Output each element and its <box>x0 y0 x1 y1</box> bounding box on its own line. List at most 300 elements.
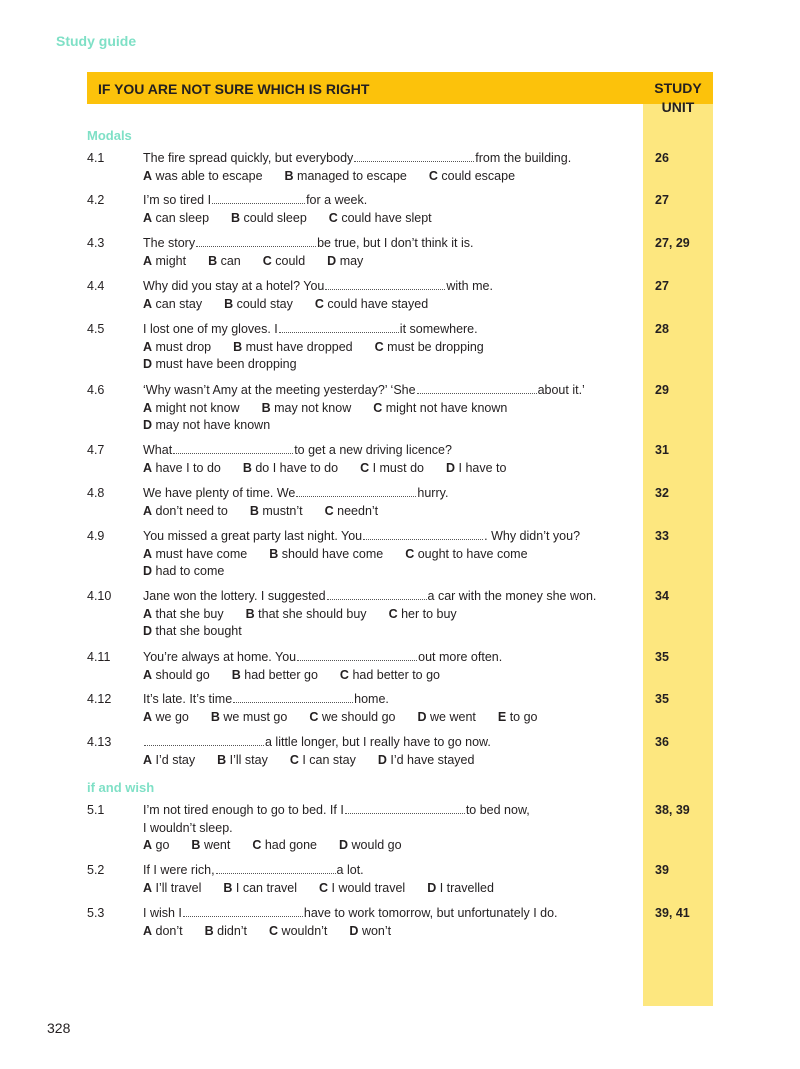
option-letter: C <box>373 400 383 415</box>
option-letter: B <box>231 210 241 225</box>
answer-option <box>233 340 353 354</box>
answer-blank <box>325 278 445 290</box>
answer-option <box>339 838 402 852</box>
answer-option <box>327 254 363 268</box>
options-row <box>143 253 633 271</box>
answer-blank <box>233 691 353 703</box>
option-text: can <box>220 253 241 268</box>
answer-option <box>246 607 367 621</box>
answer-option <box>360 461 424 475</box>
answer-option <box>143 254 186 268</box>
options-row <box>143 503 633 521</box>
header-title: IF YOU ARE NOT SURE WHICH IS RIGHT <box>98 81 370 97</box>
question-text <box>143 278 633 296</box>
page-number: 328 <box>47 1020 71 1036</box>
option-text: must have come <box>155 546 248 561</box>
option-letter: A <box>143 460 153 475</box>
study-guide-label: Study guide <box>56 33 137 49</box>
study-unit-ref: 27 <box>655 193 669 207</box>
option-text: to go <box>509 709 538 724</box>
question-body <box>143 278 633 313</box>
answer-option <box>290 753 356 767</box>
question-text-continued: I wouldn’t sleep. <box>143 820 233 835</box>
option-letter: B <box>217 752 227 767</box>
option-text: I can travel <box>235 880 298 895</box>
option-letter: D <box>417 709 427 724</box>
option-letter: B <box>249 503 259 518</box>
section-title: Modals <box>87 128 132 143</box>
option-letter: B <box>233 339 243 354</box>
option-letter: A <box>143 339 153 354</box>
answer-option <box>269 547 383 561</box>
answer-option <box>375 340 484 354</box>
question-text-before: ‘Why wasn’t Amy at the meeting yesterday?’ ‘She <box>143 383 416 397</box>
answer-option <box>143 357 297 371</box>
answer-option <box>389 607 457 621</box>
options-row <box>143 923 633 941</box>
study-unit-ref: 27, 29 <box>655 236 690 250</box>
answer-option <box>205 924 247 938</box>
study-unit-ref: 36 <box>655 735 669 749</box>
option-letter: C <box>360 460 370 475</box>
study-unit-column <box>643 72 713 1006</box>
option-letter: A <box>143 923 153 938</box>
option-text: should go <box>155 667 210 682</box>
question-number: 4.4 <box>87 279 105 293</box>
option-text: must have been dropping <box>155 357 297 371</box>
option-text: I’ll stay <box>229 752 268 767</box>
option-letter: C <box>269 923 279 938</box>
options-row <box>143 210 633 228</box>
option-text: ought to have come <box>417 546 528 561</box>
option-letter: B <box>269 546 279 561</box>
option-letter: B <box>223 880 233 895</box>
options-row <box>143 546 633 564</box>
answer-option <box>223 881 297 895</box>
question-body <box>143 905 633 940</box>
answer-option <box>143 418 270 432</box>
option-letter: B <box>242 460 252 475</box>
option-letter: D <box>427 880 437 895</box>
question-text-before: I’m so tired I <box>143 193 212 207</box>
options-row <box>143 417 633 435</box>
study-unit-ref: 29 <box>655 383 669 397</box>
question-body <box>143 442 633 477</box>
option-text: we went <box>430 709 476 724</box>
answer-option <box>232 668 318 682</box>
option-text: her to buy <box>401 606 457 621</box>
answer-option <box>143 624 242 638</box>
answer-option <box>378 753 475 767</box>
answer-blank <box>417 382 537 394</box>
question-text-before: Jane won the lottery. I suggested <box>143 589 326 603</box>
question-text <box>143 321 633 339</box>
answer-option <box>340 668 440 682</box>
question-text <box>143 649 633 667</box>
option-text: managed to escape <box>297 168 407 183</box>
study-unit-ref: 33 <box>655 529 669 543</box>
option-letter: B <box>204 923 214 938</box>
options-row <box>143 837 633 855</box>
question-text-after: to get a new driving licence? <box>294 443 452 457</box>
answer-option <box>269 924 327 938</box>
question-number: 4.3 <box>87 236 105 250</box>
answer-option <box>143 668 210 682</box>
option-text: must drop <box>155 339 212 354</box>
option-letter: D <box>327 253 337 268</box>
option-letter: D <box>349 923 359 938</box>
option-text: must be dropping <box>387 339 484 354</box>
question-number: 4.7 <box>87 443 105 457</box>
answer-option <box>143 924 183 938</box>
question-number: 4.11 <box>87 650 111 664</box>
option-letter: B <box>284 168 294 183</box>
answer-option <box>250 504 303 518</box>
option-letter: D <box>446 460 456 475</box>
answer-option <box>446 461 506 475</box>
answer-option <box>285 169 407 183</box>
option-letter: C <box>289 752 299 767</box>
option-letter: A <box>143 838 153 852</box>
question-number: 4.10 <box>87 589 112 603</box>
option-text: I’d have stayed <box>390 752 475 767</box>
option-letter: C <box>388 606 398 621</box>
question-number: 4.13 <box>87 735 112 749</box>
question-body <box>143 588 633 641</box>
option-letter: B <box>231 667 241 682</box>
answer-option <box>143 461 221 475</box>
option-text: I’ll travel <box>155 880 202 895</box>
option-letter: A <box>143 752 153 767</box>
question-body <box>143 235 633 270</box>
option-text: was able to escape <box>155 168 263 183</box>
study-unit-ref: 39, 41 <box>655 906 690 920</box>
answer-blank <box>212 192 305 204</box>
question-text <box>143 528 633 546</box>
answer-option <box>309 710 395 724</box>
question-text-after: home. <box>354 692 389 706</box>
question-number: 5.2 <box>87 863 105 877</box>
study-unit-ref: 31 <box>655 443 669 457</box>
answer-option <box>143 504 228 518</box>
answer-option <box>429 169 515 183</box>
answer-option <box>427 881 494 895</box>
study-unit-ref: 38, 39 <box>655 803 690 817</box>
option-text: mustn’t <box>262 503 303 518</box>
option-letter: D <box>143 624 153 638</box>
answer-option <box>143 753 195 767</box>
option-letter: B <box>245 606 255 621</box>
option-text: had gone <box>264 838 317 852</box>
question-body <box>143 192 633 227</box>
option-letter: A <box>143 296 153 311</box>
answer-option <box>191 838 230 852</box>
option-letter: C <box>262 253 272 268</box>
question-text-after: a car with the money she won. <box>427 589 597 603</box>
question-text-before: If I were rich, <box>143 863 215 877</box>
question-text-before: What <box>143 443 173 457</box>
option-text: may not have known <box>155 418 271 432</box>
question-number: 4.2 <box>87 193 105 207</box>
question-number: 4.12 <box>87 692 112 706</box>
option-text: should have come <box>281 546 384 561</box>
option-letter: A <box>143 210 153 225</box>
option-text: I’d stay <box>155 752 196 767</box>
option-text: could sleep <box>243 210 307 225</box>
option-text: do I have to do <box>255 460 339 475</box>
option-text: might <box>155 253 187 268</box>
answer-option <box>143 297 202 311</box>
answer-option <box>373 401 507 415</box>
question-text-before: The fire spread quickly, but everybody <box>143 151 354 165</box>
option-text: could have stayed <box>327 296 429 311</box>
study-unit-ref: 26 <box>655 151 669 165</box>
question-text-after: to bed now, <box>465 803 530 817</box>
question-text-after: about it.’ <box>537 383 585 397</box>
option-letter: B <box>208 253 218 268</box>
question-body <box>143 321 633 374</box>
option-text: went <box>203 838 231 852</box>
option-text: that she bought <box>155 624 242 638</box>
question-number: 4.6 <box>87 383 105 397</box>
answer-option <box>224 297 293 311</box>
question-text-before: You missed a great party last night. You <box>143 529 363 543</box>
answer-option <box>418 710 476 724</box>
option-letter: C <box>324 503 334 518</box>
answer-option <box>315 297 428 311</box>
option-text: I travelled <box>439 880 494 895</box>
question-text-before: I’m not tired enough to go to bed. If I <box>143 803 344 817</box>
question-text-after: a lot. <box>336 863 364 877</box>
answer-blank <box>354 150 474 162</box>
study-unit-ref: 32 <box>655 486 669 500</box>
option-text: had better to go <box>352 667 441 682</box>
answer-blank <box>327 588 427 600</box>
option-text: don’t need to <box>155 503 228 518</box>
question-text-after: a little longer, but I really have to go now. <box>265 735 491 749</box>
option-letter: A <box>143 503 153 518</box>
question-text-after: be true, but I don’t think it is. <box>317 236 474 250</box>
option-letter: C <box>374 339 384 354</box>
answer-option <box>143 340 211 354</box>
question-text-after: out more often. <box>418 650 503 664</box>
option-letter: C <box>405 546 415 561</box>
answer-option <box>143 401 240 415</box>
option-text: that she should buy <box>258 606 367 621</box>
answer-option <box>252 838 317 852</box>
option-text: I would travel <box>331 880 406 895</box>
option-text: could <box>275 253 306 268</box>
question-text-before: I wish I <box>143 906 182 920</box>
option-text: could stay <box>236 296 293 311</box>
option-text: may not know <box>274 400 352 415</box>
answer-option <box>208 254 241 268</box>
question-text <box>143 588 633 606</box>
question-body <box>143 649 633 684</box>
question-text <box>143 691 633 709</box>
study-unit-ref: 34 <box>655 589 669 603</box>
question-number: 4.1 <box>87 151 105 165</box>
question-text-before: We have plenty of time. We <box>143 486 296 500</box>
question-body <box>143 150 633 185</box>
option-letter: A <box>143 168 153 183</box>
question-body <box>143 528 633 581</box>
answer-blank <box>279 321 399 333</box>
option-letter: C <box>328 210 338 225</box>
question-text <box>143 862 633 880</box>
answer-option <box>325 504 379 518</box>
answer-option <box>319 881 405 895</box>
question-text <box>143 485 633 503</box>
option-text: could escape <box>441 168 516 183</box>
option-letter: B <box>224 296 234 311</box>
answer-option <box>217 753 268 767</box>
option-letter: B <box>191 838 201 852</box>
option-letter: A <box>143 606 153 621</box>
options-row <box>143 339 633 357</box>
option-letter: D <box>377 752 387 767</box>
option-text: I can stay <box>302 752 356 767</box>
option-letter: A <box>143 880 153 895</box>
question-text <box>143 734 633 752</box>
section-title: if and wish <box>87 780 155 795</box>
option-letter: C <box>319 880 329 895</box>
question-number: 5.3 <box>87 906 105 920</box>
question-body <box>143 691 633 726</box>
question-number: 5.1 <box>87 803 105 817</box>
option-text: won’t <box>361 923 392 938</box>
question-text-before: The story <box>143 236 196 250</box>
answer-option <box>143 607 224 621</box>
option-text: we go <box>155 709 189 724</box>
header-study-unit <box>643 79 713 117</box>
option-letter: B <box>210 709 220 724</box>
answer-blank <box>297 649 417 661</box>
option-letter: D <box>143 418 153 432</box>
question-text <box>143 802 633 820</box>
question-text-after: for a week. <box>306 193 368 207</box>
question-text <box>143 150 633 168</box>
option-text: wouldn’t <box>281 923 328 938</box>
answer-option <box>143 564 224 578</box>
option-letter: C <box>309 709 319 724</box>
options-row <box>143 606 633 624</box>
question-body <box>143 734 633 769</box>
options-row <box>143 296 633 314</box>
answer-option <box>143 881 201 895</box>
study-unit-ref: 35 <box>655 650 669 664</box>
question-number: 4.8 <box>87 486 105 500</box>
question-body <box>143 382 633 435</box>
answer-blank <box>363 528 483 540</box>
question-body <box>143 802 633 855</box>
option-letter: D <box>143 357 153 371</box>
question-text <box>143 192 633 210</box>
option-letter: C <box>428 168 438 183</box>
option-letter: C <box>339 667 349 682</box>
option-letter: B <box>261 400 271 415</box>
option-letter: A <box>143 546 153 561</box>
option-text: that she buy <box>155 606 224 621</box>
header-unit-line-1: STUDY <box>654 80 702 96</box>
answer-blank <box>345 802 465 814</box>
answer-option <box>143 838 169 852</box>
question-number: 4.5 <box>87 322 105 336</box>
answer-option <box>143 211 209 225</box>
answer-blank <box>173 442 293 454</box>
option-text: had to come <box>155 564 225 578</box>
options-row <box>143 667 633 685</box>
option-text: would go <box>351 838 402 852</box>
question-text-after: . Why didn’t you? <box>484 529 581 543</box>
options-row <box>143 563 633 581</box>
question-text <box>143 905 633 923</box>
question-number: 4.9 <box>87 529 105 543</box>
option-letter: A <box>143 709 153 724</box>
option-letter: D <box>339 838 349 852</box>
option-text: could have slept <box>341 210 432 225</box>
option-letter: C <box>314 296 324 311</box>
question-text-after: from the building. <box>475 151 572 165</box>
option-letter: C <box>252 838 262 852</box>
question-text-after: hurry. <box>417 486 449 500</box>
study-unit-ref: 39 <box>655 863 669 877</box>
option-text: we should go <box>321 709 396 724</box>
answer-option <box>143 547 247 561</box>
answer-option <box>263 254 305 268</box>
option-letter: D <box>143 564 153 578</box>
option-letter: A <box>143 667 153 682</box>
answer-blank <box>296 485 416 497</box>
option-text: can sleep <box>155 210 210 225</box>
option-text: don’t <box>155 923 183 938</box>
options-row <box>143 400 633 418</box>
answer-option <box>262 401 352 415</box>
option-text: I must do <box>372 460 424 475</box>
answer-blank <box>216 862 336 874</box>
option-letter: A <box>143 253 153 268</box>
answer-blank <box>183 905 303 917</box>
option-text: needn’t <box>337 503 379 518</box>
question-body <box>143 862 633 897</box>
question-text <box>143 442 633 460</box>
study-unit-ref: 27 <box>655 279 669 293</box>
answer-option <box>243 461 338 475</box>
options-row <box>143 880 633 898</box>
question-text-before: It’s late. It’s time <box>143 692 233 706</box>
answer-option <box>498 710 538 724</box>
option-text: we must go <box>223 709 288 724</box>
question-text-before: You’re always at home. You <box>143 650 297 664</box>
option-text: can stay <box>155 296 203 311</box>
options-row <box>143 709 633 727</box>
option-text: must have dropped <box>245 339 353 354</box>
question-body <box>143 485 633 520</box>
study-unit-ref: 35 <box>655 692 669 706</box>
option-text: I have to <box>458 460 507 475</box>
options-row <box>143 168 633 186</box>
study-unit-ref: 28 <box>655 322 669 336</box>
option-text: didn’t <box>217 923 248 938</box>
options-row <box>143 460 633 478</box>
answer-blank <box>144 734 264 746</box>
question-text-after: have to work tomorrow, but unfortunately I do. <box>303 906 558 920</box>
option-letter: A <box>143 400 153 415</box>
answer-option <box>211 710 287 724</box>
option-text: might not know <box>155 400 240 415</box>
option-letter: E <box>497 709 507 724</box>
answer-blank <box>196 235 316 247</box>
